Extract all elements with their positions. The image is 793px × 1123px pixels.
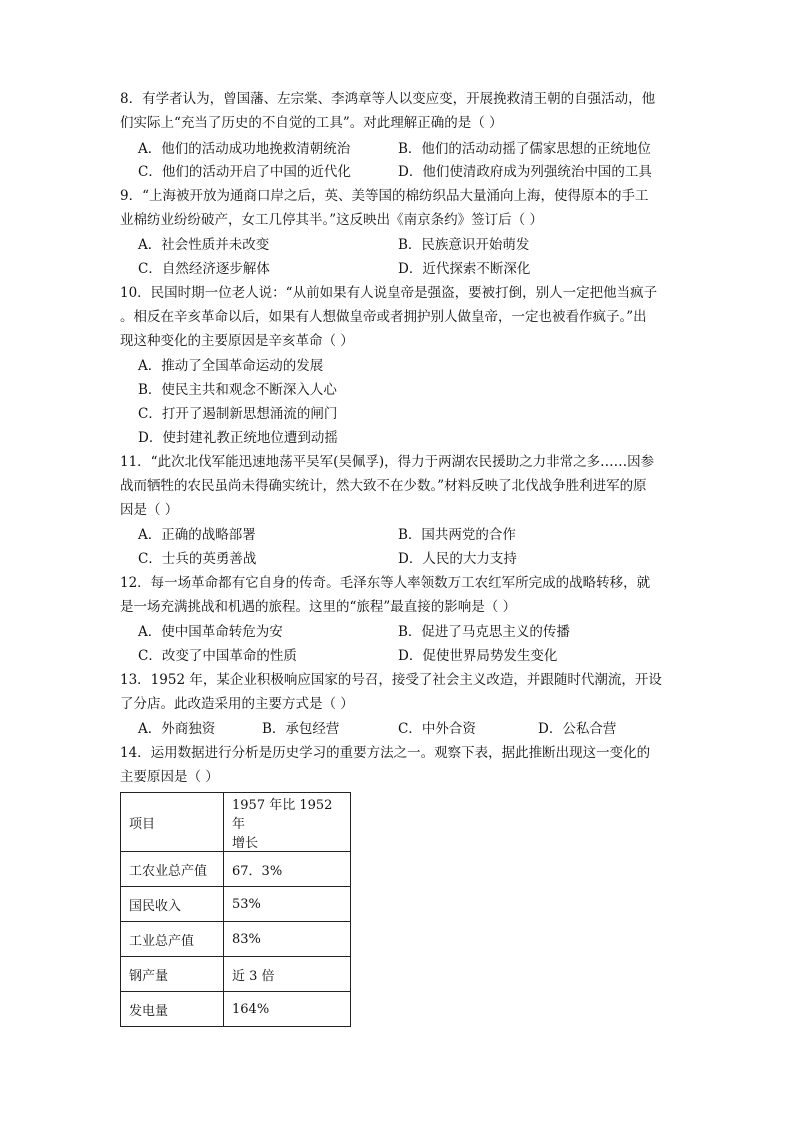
- q11-option-d: D．人民的大力支持: [398, 551, 517, 567]
- q9-option-a: A．社会性质并未改变: [138, 237, 270, 253]
- q12-stem-line2: 是一场充满挑战和机遇的旅程。这里的“旅程”最直接的影响是（ ）: [120, 599, 517, 615]
- table-header-growth-line2: 增长: [232, 835, 259, 851]
- q13-stem-line2: 了分店。此改造采用的主要方式是（ ）: [120, 696, 354, 712]
- table-cell-value: 近 3 倍: [224, 957, 351, 992]
- table-cell-value: 67．3%: [224, 852, 351, 887]
- table-cell-item: 工业总产值: [121, 922, 224, 957]
- table-header-row: [121, 793, 351, 852]
- q14-stem-line1: 14．运用数据进行分析是历史学习的重要方法之一。观察下表，据此推断出现这一变化的: [120, 745, 651, 761]
- q10-option-a: A．推动了全国革命运动的发展: [138, 358, 324, 374]
- q10-option-b: B．使民主共和观念不断深入人心: [138, 382, 337, 398]
- q10-option-c: C．打开了遏制新思想涌流的闸门: [138, 406, 338, 422]
- q11-option-c: C．士兵的英勇善战: [138, 551, 257, 567]
- growth-data-table: [120, 792, 351, 1027]
- q13-option-b: B．承包经营: [262, 721, 340, 737]
- q9-option-c: C．自然经济逐步解体: [138, 261, 270, 277]
- table-header-growth: [224, 793, 351, 852]
- q12-option-d: D．促使世界局势发生变化: [398, 648, 558, 664]
- table-cell-item: 工农业总产值: [121, 852, 224, 887]
- q13-option-d: D．公私合营: [538, 721, 617, 737]
- q10-stem-line3: 现这种变化的主要原因是辛亥革命（ ）: [120, 333, 354, 349]
- q8-stem-line2: 们实际上“充当了历史的不自觉的工具”。对此理解正确的是（ ）: [120, 115, 503, 131]
- table-cell-item: 钢产量: [121, 957, 224, 992]
- q13-option-c: C．中外合资: [398, 721, 476, 737]
- q8-stem-line1: 8．有学者认为，曾国藩、左宗棠、李鸿章等人以变应变，开展挽救清王朝的自强活动，他: [120, 91, 656, 107]
- q12-option-a: A．使中国革命转危为安: [138, 624, 283, 640]
- table-cell-value: 83%: [224, 922, 351, 957]
- q8-option-d: D．他们使清政府成为列强统治中国的工具: [398, 164, 652, 180]
- q11-stem-line2: 战而牺牲的农民虽尚未得确实统计，然大致不在少数。”材料反映了北伐战争胜利进军的原: [120, 478, 647, 494]
- q10-stem-line1: 10．民国时期一位老人说：“从前如果有人说皇帝是强盗，要被打倒，别人一定把他当疯子: [120, 285, 658, 301]
- q11-option-b: B．国共两党的合作: [398, 527, 516, 543]
- table-cell-value: 164%: [224, 992, 351, 1027]
- q13-option-a: A．外商独资: [138, 721, 216, 737]
- q11-stem-line1: 11．“此次北伐军能迅速地荡平吴军(吴佩孚)，得力于两湖农民援助之力非常之多……因参: [120, 454, 655, 470]
- q9-stem-line1: 9．“上海被开放为通商口岸之后，英、美等国的棉纺织品大量涌向上海，使得原本的手工: [120, 188, 649, 204]
- q12-stem-line1: 12．每一场革命都有它自身的传奇。毛泽东等人率领数万工农红军所完成的战略转移，就: [120, 575, 651, 591]
- q8-option-a: A．他们的活动成功地挽救清朝统治: [138, 141, 351, 157]
- q10-option-d: D．使封建礼教正统地位遭到动摇: [138, 430, 338, 446]
- q9-stem-line2: 业棉纺业纷纷破产，女工几停其半。”这反映出《南京条约》签订后（ ）: [120, 212, 543, 228]
- table-cell-value: 53%: [224, 887, 351, 922]
- table-row: [121, 852, 351, 887]
- table-row: [121, 887, 351, 922]
- q13-stem-line1: 13．1952 年，某企业积极响应国家的号召，接受了社会主义改造，并跟随时代潮流，开设: [120, 672, 662, 688]
- table-header-item: 项目: [121, 793, 224, 852]
- table-cell-item: 国民收入: [121, 887, 224, 922]
- q9-option-d: D．近代探索不断深化: [398, 261, 531, 277]
- q14-stem-line2: 主要原因是（ ）: [120, 769, 219, 785]
- table-cell-item: 发电量: [121, 992, 224, 1027]
- q8-option-b: B．他们的活动动摇了儒家思想的正统地位: [398, 141, 651, 157]
- q12-option-b: B．促进了马克思主义的传播: [398, 624, 570, 640]
- table-row: [121, 957, 351, 992]
- q9-option-b: B．民族意识开始萌发: [398, 237, 530, 253]
- q10-stem-line2: 。相反在辛亥革命以后，如果有人想做皇帝或者拥护别人做皇帝，一定也被看作疯子。”出: [120, 309, 647, 325]
- q12-option-c: C．改变了中国革命的性质: [138, 648, 297, 664]
- q11-stem-line3: 因是（ ）: [120, 502, 179, 518]
- table-header-growth-line1: 1957 年比 1952 年: [232, 797, 333, 832]
- q8-option-c: C．他们的活动开启了中国的近代化: [138, 164, 351, 180]
- table-row: [121, 992, 351, 1027]
- table-row: [121, 922, 351, 957]
- q11-option-a: A．正确的战略部署: [138, 527, 256, 543]
